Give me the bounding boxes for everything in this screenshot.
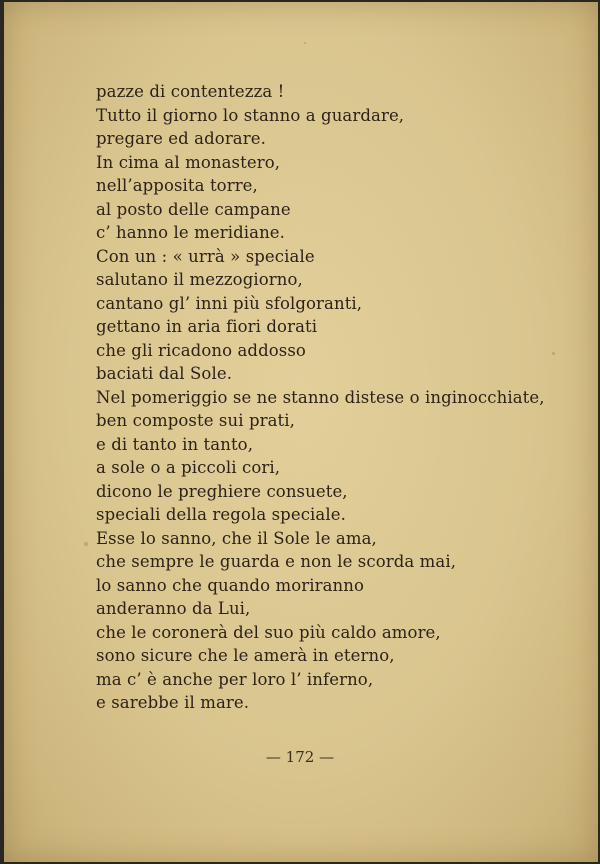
poem-line: salutano il mezzogiorno,	[96, 270, 303, 289]
page-number: — 172 —	[265, 748, 335, 766]
poem-line: baciati dal Sole.	[96, 364, 233, 383]
poem-line: al posto delle campane	[96, 199, 291, 219]
poem-line: Esse lo sanno, che il Sole le ama,	[96, 528, 377, 548]
poem-line: e di tanto in tanto,	[96, 434, 254, 454]
poem-line: che gli ricadono addosso	[96, 340, 306, 360]
poem-line: lo sanno che quando moriranno	[96, 575, 365, 595]
poem-line: dicono le preghiere consuete,	[96, 481, 348, 501]
poem-line: cantano gl’ inni più sfolgoranti,	[96, 293, 363, 313]
poem-line: Nel pomeriggio se ne stanno distese o inginocchiate,	[96, 387, 545, 407]
poem-line: In cima al monastero,	[96, 152, 281, 172]
poem-line: che sempre le guarda e non le scorda mai,	[96, 552, 457, 571]
poem-line: speciali della regola speciale.	[96, 505, 346, 524]
poem-line: gettano in aria fiori dorati	[96, 317, 318, 336]
poem-line: Tutto il giorno lo stanno a guardare,	[96, 105, 405, 125]
poem-line: pazze di contentezza !	[96, 82, 285, 101]
poem-line: sono sicure che le amerà in eterno,	[96, 646, 395, 665]
poem-text	[96, 80, 556, 715]
poem-line: nell’apposita torre,	[96, 176, 258, 195]
poem-line: c’ hanno le meridiane.	[96, 223, 286, 242]
poem-line: pregare ed adorare.	[96, 129, 266, 148]
poem-line: anderanno da Lui,	[96, 599, 251, 618]
poem-line: ben composte sui prati,	[96, 411, 295, 430]
poem-line: Con un : « urrà » speciale	[96, 246, 315, 266]
poem-line: ma c’ è anche per loro l’ inferno,	[96, 669, 374, 689]
poem-line: e sarebbe il mare.	[96, 693, 250, 712]
poem-line: che le coronerà del suo più caldo amore,	[96, 622, 441, 642]
paper-spot	[304, 42, 306, 44]
poem-line: a sole o a piccoli cori,	[96, 458, 281, 477]
paper-spot	[84, 542, 88, 546]
